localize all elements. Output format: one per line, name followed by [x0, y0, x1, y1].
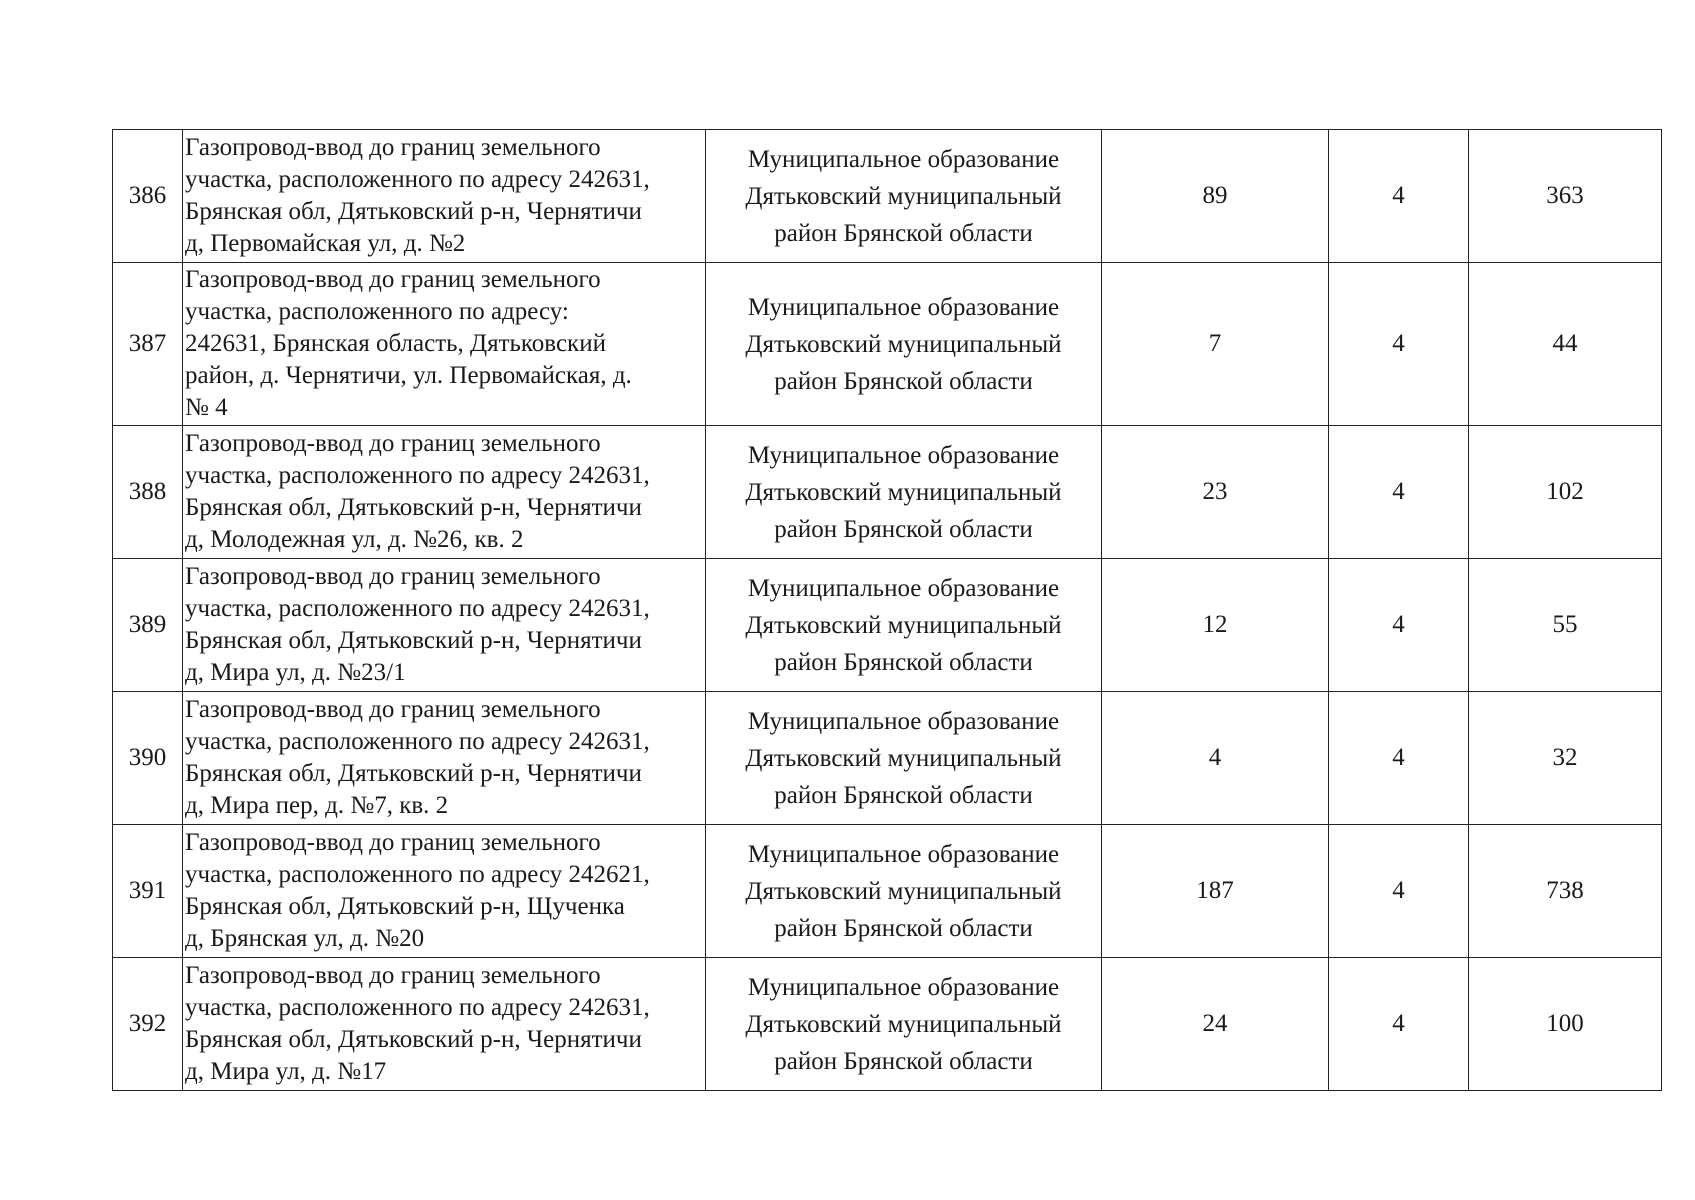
registry-table: [112, 129, 1662, 1091]
value-column-3: 100: [1469, 958, 1662, 1091]
owner-name: Муниципальное образование Дятьковский муниципальный район Брянской области: [706, 825, 1102, 958]
value-column-1: 7: [1102, 263, 1329, 426]
object-name: Газопровод-ввод до границ земельного участка, расположенного по адресу 242631, Брянская обл, Дятьковский р-н, Чернятичи д, Первомайская ул, д. №2: [183, 130, 706, 263]
value-column-2: 4: [1329, 130, 1469, 263]
row-number: 388: [113, 426, 183, 559]
table-row: [113, 692, 1662, 825]
value-column-1: 12: [1102, 559, 1329, 692]
owner-name: Муниципальное образование Дятьковский муниципальный район Брянской области: [706, 426, 1102, 559]
value-column-2: 4: [1329, 426, 1469, 559]
registry-table-body: [113, 130, 1662, 1091]
row-number: 387: [113, 263, 183, 426]
value-column-3: 55: [1469, 559, 1662, 692]
value-column-3: 102: [1469, 426, 1662, 559]
table-row: [113, 426, 1662, 559]
value-column-1: 24: [1102, 958, 1329, 1091]
value-column-2: 4: [1329, 692, 1469, 825]
object-name: Газопровод-ввод до границ земельного участка, расположенного по адресу 242631, Брянская обл, Дятьковский р-н, Чернятичи д, Молодежная ул, д. №26, кв. 2: [183, 426, 706, 559]
owner-name: Муниципальное образование Дятьковский муниципальный район Брянской области: [706, 692, 1102, 825]
value-column-2: 4: [1329, 825, 1469, 958]
value-column-1: 4: [1102, 692, 1329, 825]
value-column-3: 363: [1469, 130, 1662, 263]
value-column-1: 187: [1102, 825, 1329, 958]
object-name: Газопровод-ввод до границ земельного участка, расположенного по адресу 242621, Брянская обл, Дятьковский р-н, Щученка д, Брянская ул, д. №20: [183, 825, 706, 958]
row-number: 386: [113, 130, 183, 263]
owner-name: Муниципальное образование Дятьковский муниципальный район Брянской области: [706, 958, 1102, 1091]
table-row: [113, 958, 1662, 1091]
owner-name: Муниципальное образование Дятьковский муниципальный район Брянской области: [706, 559, 1102, 692]
value-column-2: 4: [1329, 559, 1469, 692]
row-number: 389: [113, 559, 183, 692]
value-column-3: 32: [1469, 692, 1662, 825]
object-name: Газопровод-ввод до границ земельного участка, расположенного по адресу 242631, Брянская обл, Дятьковский р-н, Чернятичи д, Мира пер, д. №7, кв. 2: [183, 692, 706, 825]
value-column-3: 44: [1469, 263, 1662, 426]
row-number: 392: [113, 958, 183, 1091]
table-row: [113, 559, 1662, 692]
value-column-2: 4: [1329, 263, 1469, 426]
table-row: [113, 263, 1662, 426]
row-number: 390: [113, 692, 183, 825]
object-name: Газопровод-ввод до границ земельного участка, расположенного по адресу: 242631, Брянская область, Дятьковский район, д. Чернятичи, ул. Первомайская, д. № 4: [183, 263, 706, 426]
owner-name: Муниципальное образование Дятьковский муниципальный район Брянской области: [706, 130, 1102, 263]
object-name: Газопровод-ввод до границ земельного участка, расположенного по адресу 242631, Брянская обл, Дятьковский р-н, Чернятичи д, Мира ул, д. №23/1: [183, 559, 706, 692]
object-name: Газопровод-ввод до границ земельного участка, расположенного по адресу 242631, Брянская обл, Дятьковский р-н, Чернятичи д, Мира ул, д. №17: [183, 958, 706, 1091]
value-column-2: 4: [1329, 958, 1469, 1091]
table-row: [113, 825, 1662, 958]
value-column-1: 23: [1102, 426, 1329, 559]
row-number: 391: [113, 825, 183, 958]
owner-name: Муниципальное образование Дятьковский муниципальный район Брянской области: [706, 263, 1102, 426]
value-column-3: 738: [1469, 825, 1662, 958]
value-column-1: 89: [1102, 130, 1329, 263]
table-row: [113, 130, 1662, 263]
